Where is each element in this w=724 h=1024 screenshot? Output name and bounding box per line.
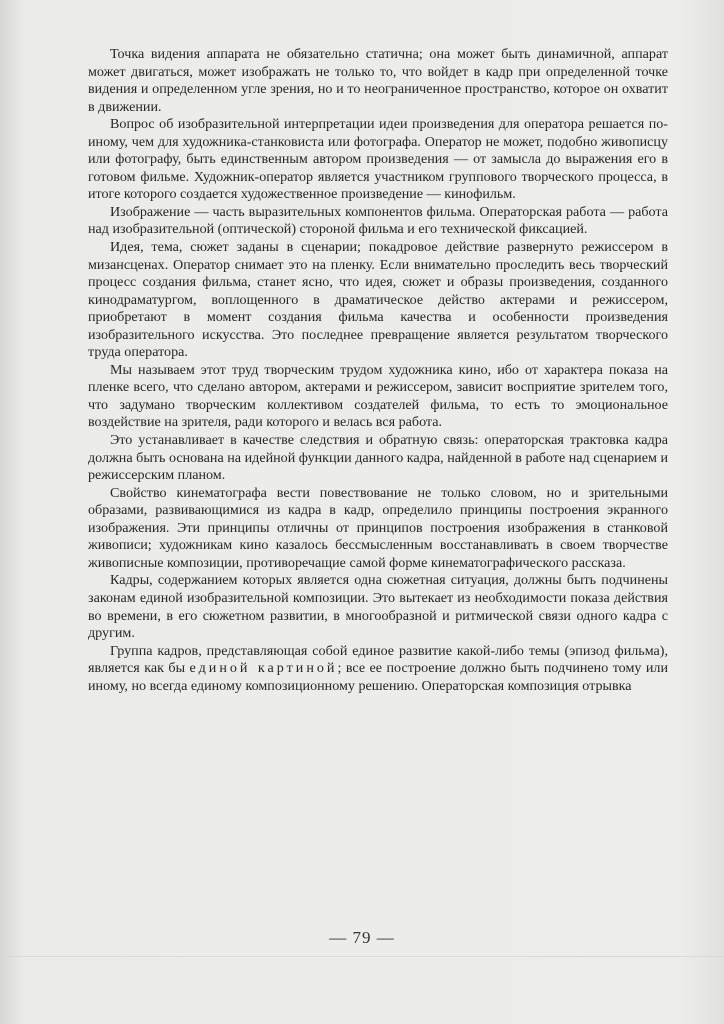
paragraph-8: Кадры, содержанием которых является одна сюжетная ситуация, должны быть подчинены законам единой изобразительной композиции. Это вытекает из необходимости показа действия во времени, в его сюжетном развитии, в многообразной и ритмической связи одного кадра с другим. bbox=[88, 572, 668, 642]
page-number: — 79 — bbox=[329, 928, 395, 947]
page-edge-divider bbox=[0, 956, 724, 957]
paragraph-3: Изображение — часть выразительных компонентов фильма. Операторская работа — работа над изобразительной (оптической) стороной фильма и его технической фиксацией. bbox=[88, 203, 668, 238]
paragraph-4: Идея, тема, сюжет заданы в сценарии; покадровое действие развернуто режиссером в мизансценах. Оператор снимает это на пленку. Если внимательно проследить весь творческий процесс создания фильма, станет ясно, что идея, сюжет и образы произведения, созданного кинодраматургом, воплощенного в драматическое действо актерами и режиссером, приобретают в момент создания фильма качества и особенности произведения изобразительного искусства. Это последнее превращение является результатом творческого труда оператора. bbox=[88, 239, 668, 361]
paragraph-5: Мы называем этот труд творческим трудом художника кино, ибо от характера показа на пленке всего, что сделано автором, актерами и режиссером, зависит восприятие зрителем того, что задумано творческим коллективом создателей фильма, то есть то эмоциональное воздействие на зрителя, ради которого и велась вся работа. bbox=[88, 361, 668, 431]
paragraph-9-end: ; все ее построение должно быть подчинено тому или иному, но всегда единому композиционному решению. Операторская композиция отрывка bbox=[88, 660, 668, 694]
paragraph-6: Это устанавливает в качестве следствия и обратную связь: операторская трактовка кадра должна быть основана на идейной функции данного кадра, найденной в работе над сценарием и режиссерским планом. bbox=[88, 432, 668, 484]
paragraph-1: Точка видения аппарата не обязательно статична; она может быть динамичной, аппарат может двигаться, может изображать не только то, что войдет в кадр при определенной точке видения и определенном угле зрения, но и то неограниченное пространство, которое он охватит в движении. bbox=[88, 46, 668, 115]
paragraph-2: Вопрос об изобразительной интерпретации идеи произведения для оператора решается по-иному, чем для художника-станковиста или фотографа. Оператор не может, подобно живописцу или фотографу, быть единственным автором произведения — от замысла до выражения его в готовом фильме. Художник-оператор является участником группового творческого процесса, в итоге которого создается художественное произведение — кинофильм. bbox=[88, 116, 668, 203]
body-text bbox=[88, 46, 668, 695]
paragraph-9 bbox=[88, 643, 668, 696]
spaced-emphasis: единой картиной bbox=[189, 660, 338, 677]
paragraph-9-start: Группа кадров, представляющая собой единое развитие какой-либо темы (эпизод фильма), является как бы bbox=[88, 642, 668, 677]
paragraph-7: Свойство кинематографа вести повествование не только словом, но и зрительными образами, развивающимися из кадра в кадр, определило принципы построения экранного изображения. Эти принципы отличны от принципов построения изображения в станковой живописи; художникам кино казалось бессмысленным восстанавливать в своем творчестве живописные композиции, противоречащие самой форме кинематографического рассказа. bbox=[88, 484, 668, 571]
